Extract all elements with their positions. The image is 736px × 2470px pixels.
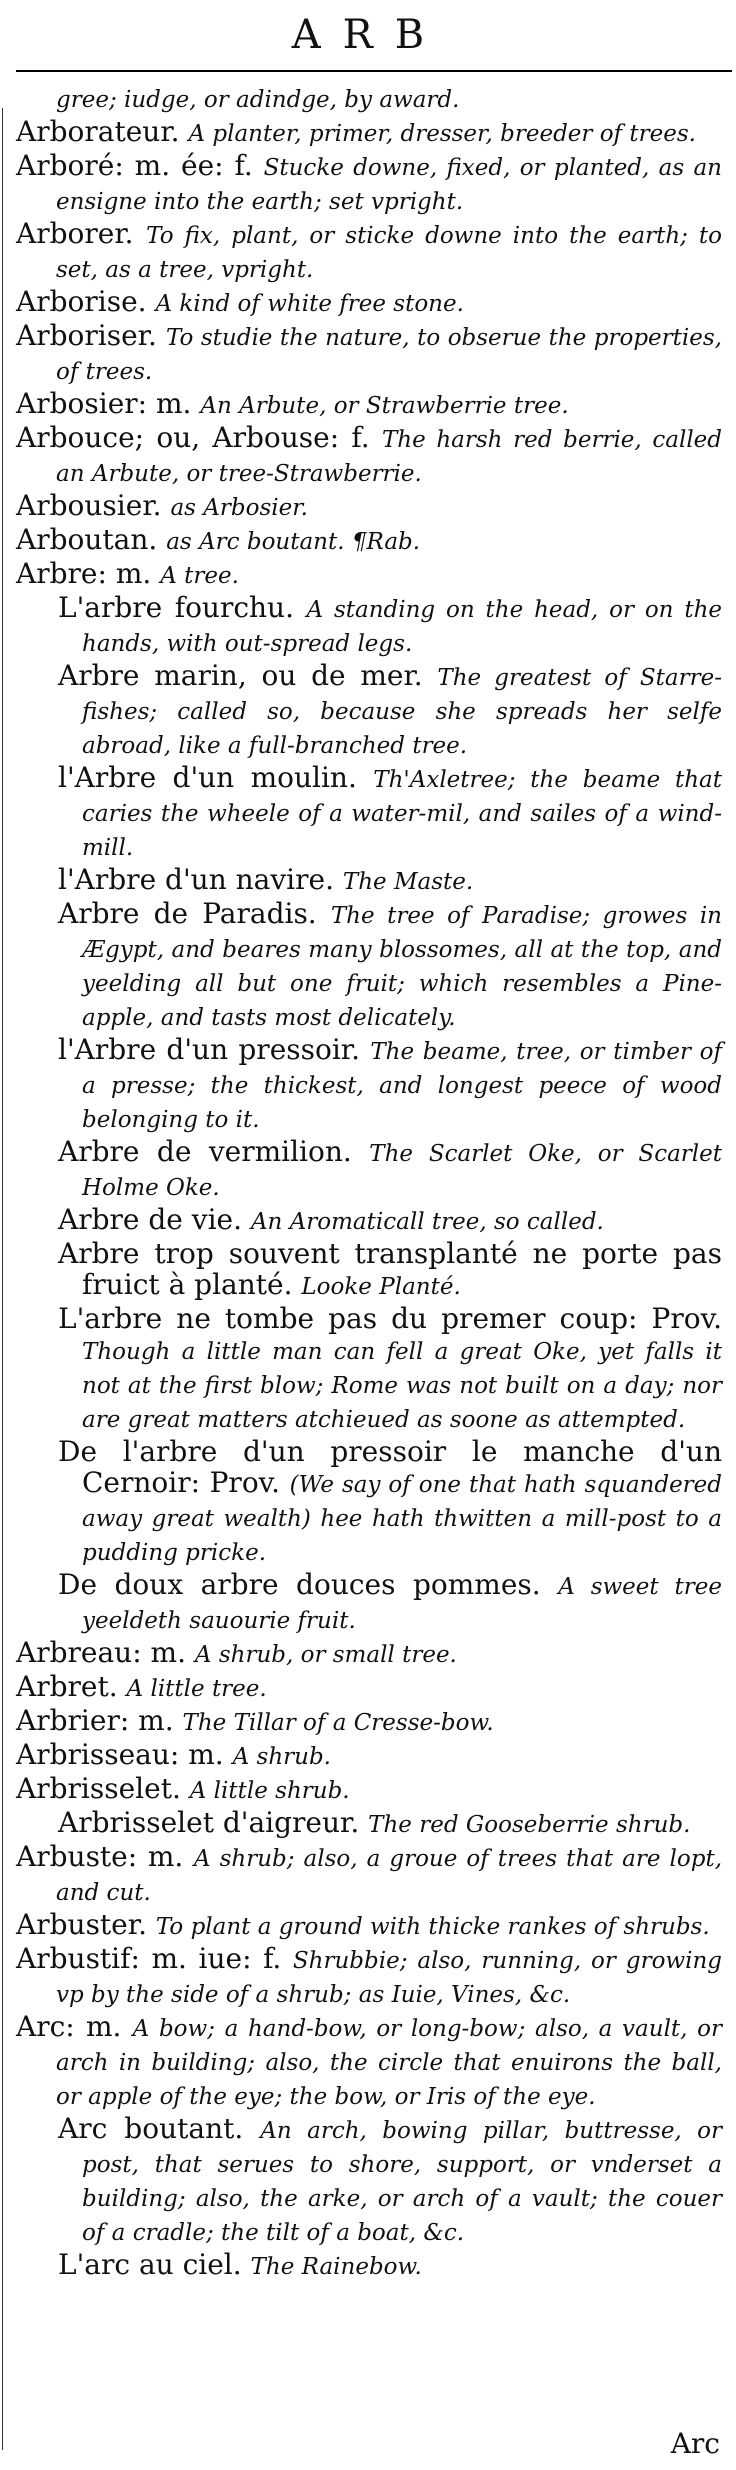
headword: L'arbre fourchu. [58, 591, 294, 624]
headword: Arbre trop souvent transplanté ne porte pas fruict à planté. [58, 1237, 722, 1301]
entry [16, 286, 722, 320]
entry [16, 490, 722, 524]
headword: L'arbre ne tombe pas du premer coup: Prov. [58, 1302, 722, 1335]
definition: Shrubbie; also, running, or growing vp by the side of a shrub; as Iuie, Vines, &c. [56, 1948, 722, 2008]
headword: Arbrisselet d'aigreur. [58, 1806, 360, 1839]
entry [16, 150, 722, 218]
headword: Arborateur. [16, 115, 180, 148]
definition: The greatest of Starre-fishes; called so, because she spreads her selfe abroad, like a full-branched tree. [82, 665, 722, 759]
headword: Arborer. [16, 217, 134, 250]
headword: Arbre de Paradis. [58, 897, 317, 930]
headword: Arbosier: m. [16, 387, 192, 420]
definition: A sweet tree yeeldeth sauourie fruit. [82, 1574, 723, 1634]
headword: Arboutan. [16, 523, 158, 556]
definition: To studie the nature, to obserue the properties, of trees. [56, 325, 722, 385]
sub-entry [16, 1303, 722, 1436]
sub-entry [16, 1569, 722, 1637]
definition: A shrub. [232, 1744, 331, 1770]
headword: Arbre de vie. [58, 1203, 243, 1236]
headword: De doux arbre douces pommes. [58, 1568, 541, 1601]
definition: Looke Planté. [301, 1274, 461, 1300]
definition: A standing on the head, or on the hands, with out-spread legs. [82, 597, 723, 657]
definition: A little tree. [126, 1676, 267, 1702]
headword: Arbret. [16, 1670, 118, 1703]
headword: Arborise. [16, 285, 147, 318]
entry [16, 116, 722, 150]
definition: Stucke downe, fixed, or planted, as an ensigne into the earth; set vpright. [56, 155, 722, 215]
definition: Though a little man can fell a great Oke, yet falls it not at the first blow; Rome was not built on a day; nor are great matters atchieued as soone as attempted. [82, 1339, 722, 1433]
definition: A little shrub. [189, 1778, 350, 1804]
headword: Arbre de vermilion. [58, 1135, 352, 1168]
definition: An Aromaticall tree, so called. [250, 1209, 604, 1235]
entry [16, 1671, 722, 1705]
definition: A kind of white free stone. [155, 291, 464, 317]
sub-entry [16, 1436, 722, 1569]
definition: The Rainebow. [250, 2254, 422, 2280]
definition: A bow; a hand-bow, or long-bow; also, a vault, or arch in building; also, the circle that enuirons the ball, or apple of the eye; the bow, or Iris of the eye. [56, 2016, 722, 2110]
entry [16, 422, 722, 490]
sub-entry [16, 660, 722, 762]
definition: A planter, primer, dresser, breeder of trees. [188, 121, 696, 147]
headword: Arbrisselet. [16, 1772, 181, 1805]
definition: The Scarlet Oke, or Scarlet Holme Oke. [82, 1141, 722, 1201]
entry [16, 558, 722, 592]
definition: To plant a ground with thicke rankes of shrubs. [155, 1914, 710, 1940]
headword: Arbrier: m. [16, 1704, 174, 1737]
sub-entry [16, 1136, 722, 1204]
headword: Arboré: m. ée: f. [16, 149, 253, 182]
entry [16, 82, 722, 116]
entry [16, 1841, 722, 1909]
entry [16, 320, 722, 388]
sub-entry [16, 762, 722, 864]
entry [16, 1637, 722, 1671]
definition: A tree. [160, 563, 239, 589]
headword: Arbreau: m. [16, 1636, 186, 1669]
definition: Th'Axletree; the beame that caries the wheele of a water-mil, and sailes of a wind-mill. [82, 767, 723, 861]
headword: Arbre marin, ou de mer. [58, 659, 423, 692]
sub-entry [16, 1238, 722, 1303]
entry [16, 1943, 722, 2011]
definition: (We say of one that hath squandered away great wealth) hee hath thwitten a mill-post to a pudding pricke. [82, 1472, 723, 1566]
definition: To fix, plant, or sticke downe into the earth; to set, as a tree, vpright. [56, 223, 722, 283]
definition: as Arc boutant. ¶Rab. [166, 529, 421, 555]
sub-entry [16, 2249, 722, 2283]
headword: Arc: m. [16, 2010, 122, 2043]
entry-list [16, 82, 722, 2283]
sub-entry [16, 1807, 722, 1841]
entry [16, 388, 722, 422]
definition: as Arbosier. [170, 495, 308, 521]
definition: The tree of Paradise; growes in Ægypt, and beares many blossomes, all at the top, and yeelding all but one fruit; which resembles a Pine-apple, and tasts most delicately. [82, 903, 722, 1031]
headword: Arc boutant. [58, 2112, 244, 2145]
sub-entry [16, 1034, 722, 1136]
sub-entry [16, 1204, 722, 1238]
catchword: Arc [670, 2427, 720, 2460]
headword: L'arc au ciel. [58, 2248, 242, 2281]
margin-rule [2, 108, 3, 2450]
headword: Arbustif: m. iue: f. [16, 1942, 282, 1975]
headword: Arboriser. [16, 319, 157, 352]
definition: The Maste. [342, 869, 474, 895]
sub-entry [16, 864, 722, 898]
entry [16, 1909, 722, 1943]
definition: The red Gooseberrie shrub. [368, 1812, 691, 1838]
headword: Arbre: m. [16, 557, 152, 590]
header-rule [16, 70, 732, 72]
headword: Arbuster. [16, 1908, 147, 1941]
sub-entry [16, 2113, 722, 2249]
definition: An arch, bowing pillar, buttresse, or post, that serues to shore, support, or vnderset a building; also, the arke, or arch of a vault; the couer of a cradle; the tilt of a boat, &c. [82, 2118, 723, 2246]
entry [16, 524, 722, 558]
headword: l'Arbre d'un pressoir. [58, 1033, 361, 1066]
definition: A shrub, or small tree. [194, 1642, 457, 1668]
headword: Arbousier. [16, 489, 162, 522]
headword: l'Arbre d'un navire. [58, 863, 334, 896]
definition: The beame, tree, or timber of a presse; the thickest, and longest peece of wood belonging to it. [82, 1039, 723, 1133]
definition: The Tillar of a Cresse-bow. [182, 1710, 494, 1736]
headword: l'Arbre d'un moulin. [58, 761, 357, 794]
definition: gree; iudge, or adindge, by award. [56, 87, 460, 113]
entry [16, 218, 722, 286]
headword: Arbuste: m. [16, 1840, 184, 1873]
entry [16, 2011, 722, 2113]
headword: Arbouce; ou, Arbouse: f. [16, 421, 370, 454]
entry [16, 1705, 722, 1739]
entry [16, 1739, 722, 1773]
entry [16, 1773, 722, 1807]
sub-entry [16, 898, 722, 1034]
definition: A shrub; also, a groue of trees that are lopt, and cut. [56, 1846, 722, 1906]
running-head: ARB [291, 12, 447, 58]
definition: An Arbute, or Strawberrie tree. [200, 393, 569, 419]
headword: De l'arbre d'un pressoir le manche d'un Cernoir: Prov. [58, 1435, 722, 1499]
definition: The harsh red berrie, called an Arbute, or tree-Strawberrie. [56, 427, 723, 487]
sub-entry [16, 592, 722, 660]
headword: Arbrisseau: m. [16, 1738, 224, 1771]
